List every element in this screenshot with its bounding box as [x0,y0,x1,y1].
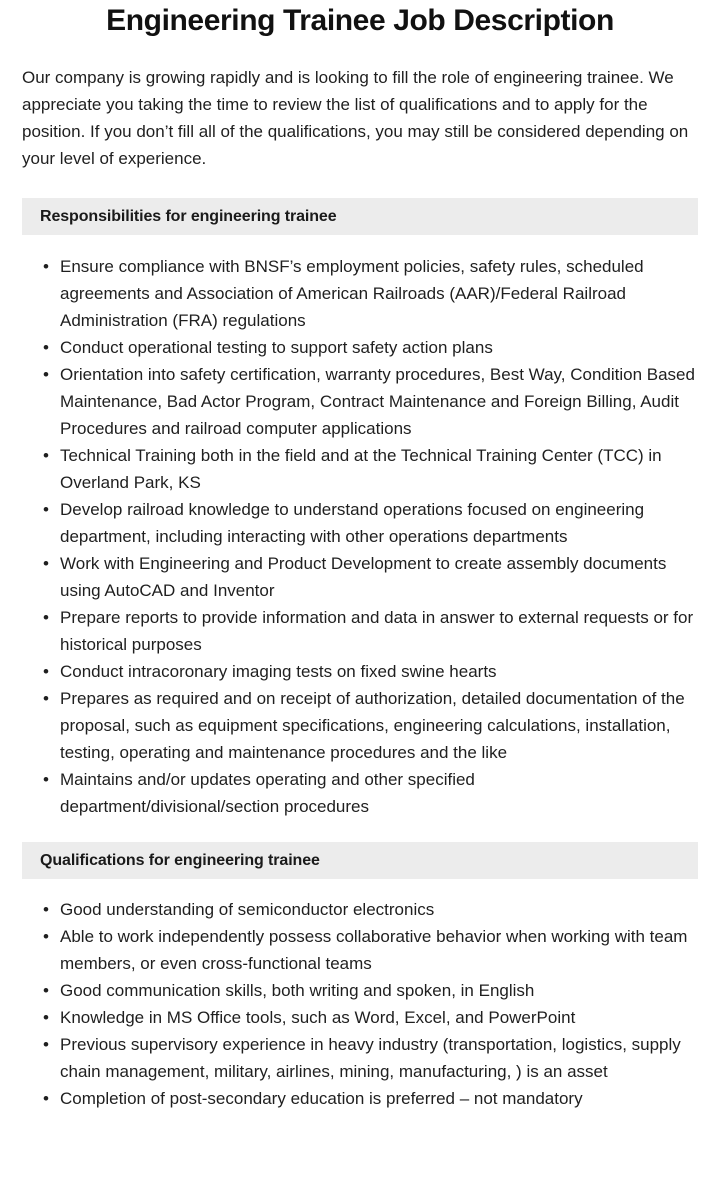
list-item: • Completion of post-secondary education is preferred – not mandatory [22,1085,698,1112]
list-item: • Develop railroad knowledge to understand operations focused on engineering department, including interacting with other operations departments [22,496,698,550]
list-item: • Prepare reports to provide information and data in answer to external requests or for historical purposes [22,604,698,658]
intro-paragraph: Our company is growing rapidly and is looking to fill the role of engineering trainee. We appreciate you taking the time to review the list of qualifications and to apply for the position. If you don’t fill all of the qualifications, you may still be considered depending on your level of experience. [22,68,689,168]
section-responsibilities [22,198,698,820]
list-item: • Orientation into safety certification, warranty procedures, Best Way, Condition Based Maintenance, Bad Actor Program, Contract Maintenance and Foreign Billing, Audit Procedures and railroad computer applications [22,361,698,442]
section-qualifications [22,842,698,1112]
list-item: • Good communication skills, both writing and spoken, in English [22,977,698,1004]
list-item: • Conduct intracoronary imaging tests on fixed swine hearts [22,658,698,685]
list-item: • Ensure compliance with BNSF’s employment policies, safety rules, scheduled agreements and Association of American Railroads (AAR)/Federal Railroad Administration (FRA) regulations [22,253,698,334]
list-item: • Maintains and/or updates operating and other specified department/divisional/section procedures [22,766,698,820]
qualifications-list [22,879,698,1112]
list-item: • Work with Engineering and Product Development to create assembly documents using AutoCAD and Inventor [22,550,698,604]
list-item: • Able to work independently possess collaborative behavior when working with team members, or even cross-functional teams [22,923,698,977]
list-item: • Good understanding of semiconductor electronics [22,896,698,923]
section-header-responsibilities: Responsibilities for engineering trainee [22,198,698,235]
section-header-qualifications: Qualifications for engineering trainee [22,842,698,879]
list-item: • Prepares as required and on receipt of authorization, detailed documentation of the proposal, such as equipment specifications, engineering calculations, installation, testing, operating and maintenance procedures and the like [22,685,698,766]
responsibilities-list [22,235,698,820]
list-item: • Knowledge in MS Office tools, such as Word, Excel, and PowerPoint [22,1004,698,1031]
list-item: • Previous supervisory experience in heavy industry (transportation, logistics, supply chain management, military, airlines, mining, manufacturing, ) is an asset [22,1031,698,1085]
list-item: • Conduct operational testing to support safety action plans [22,334,698,361]
list-item: • Technical Training both in the field and at the Technical Training Center (TCC) in Overland Park, KS [22,442,698,496]
page-title: Engineering Trainee Job Description [106,4,614,37]
